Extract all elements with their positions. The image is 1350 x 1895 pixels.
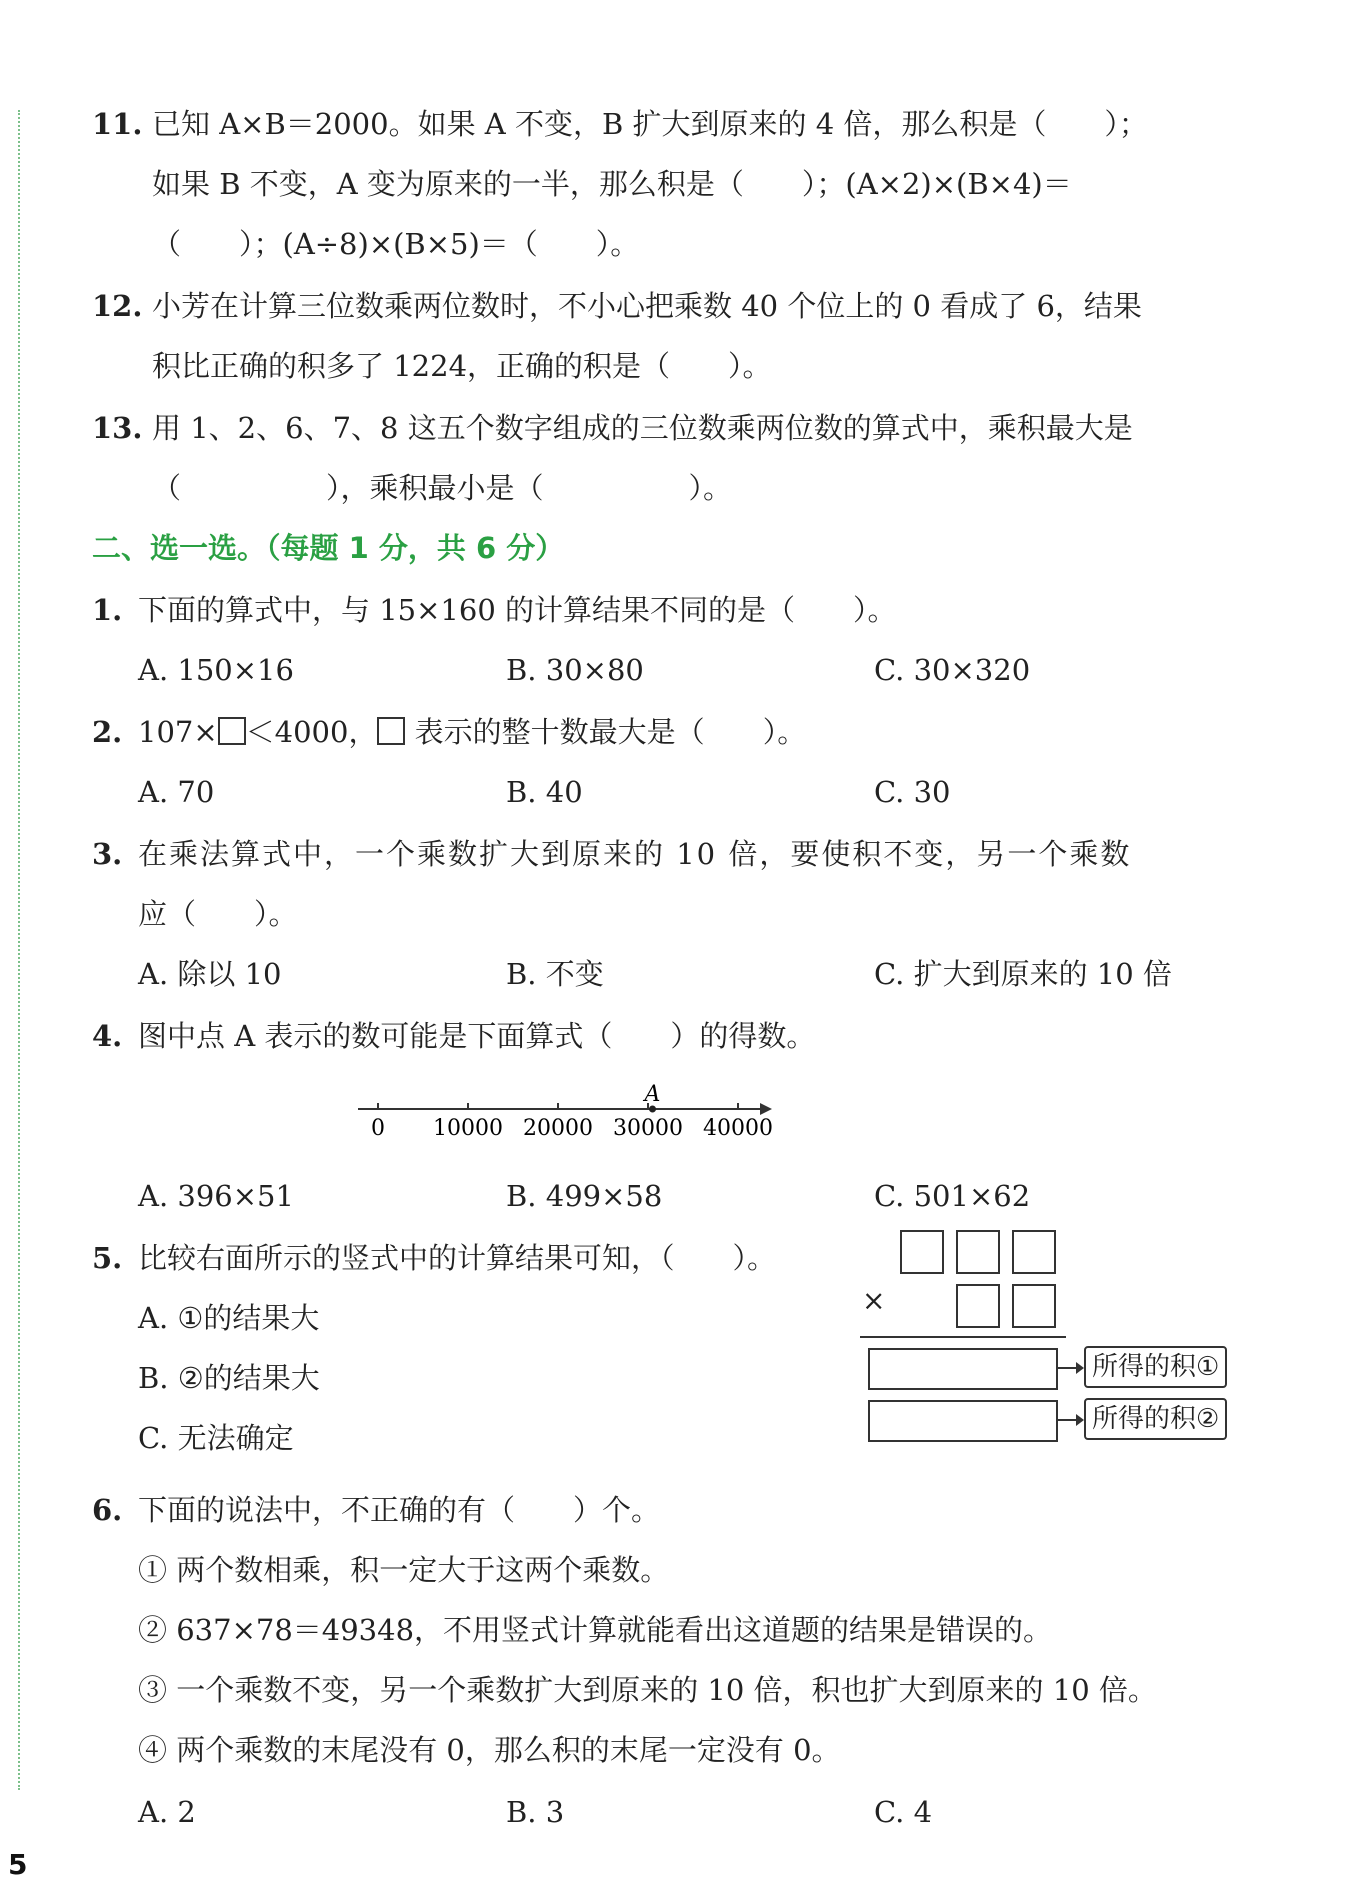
blank-square-icon: [218, 717, 246, 745]
arrow-right-icon: [1056, 1408, 1084, 1432]
choice5-number: 5.: [92, 1241, 123, 1275]
number-line-tick-label: 40000: [703, 1116, 773, 1141]
choice2-text-mid: ＜4000，: [245, 715, 378, 749]
q11-line2: 如果 B 不变，A 变为原来的一半，那么积是（ ）；(A×2)×(B×4)＝: [152, 167, 1072, 201]
choice4-number: 4.: [92, 1019, 123, 1053]
product-box-1: [868, 1348, 1058, 1390]
choice6-option-b: B. 3: [506, 1795, 565, 1829]
choice5-stem: [92, 1240, 776, 1276]
choice3-text1: 在乘法算式中，一个乘数扩大到原来的 10 倍，要使积不变，另一个乘数: [138, 837, 1132, 871]
choice6-stem: [92, 1492, 660, 1528]
choice2-option-b: B. 40: [506, 775, 583, 809]
choice6-statement-3: ③ 一个乘数不变，另一个乘数扩大到原来的 10 倍，积也扩大到原来的 10 倍。: [138, 1673, 1157, 1707]
q13-line1: [92, 410, 1133, 446]
choice1-option-b: B. 30×80: [506, 653, 644, 687]
number-line-tick-label: 10000: [433, 1116, 503, 1141]
arrow-right-icon: [1056, 1356, 1084, 1380]
q11-line1: [92, 106, 1148, 142]
choice3-number: 3.: [92, 837, 123, 871]
choice3-line1: [92, 836, 1131, 872]
section-choose-heading: 二、选一选。（每题 1 分，共 6 分）: [92, 531, 565, 565]
arrow-right-icon: [760, 1103, 772, 1115]
choice6-option-c: C. 4: [874, 1795, 933, 1829]
q12-line2: 积比正确的积多了 1224，正确的积是（ ）。: [152, 349, 772, 383]
choice4-option-b: B. 499×58: [506, 1179, 663, 1213]
choice1-option-c: C. 30×320: [874, 653, 1031, 687]
choice5-option-c: C. 无法确定: [138, 1421, 294, 1455]
choice4-stem: [92, 1018, 815, 1054]
choice4-option-a: A. 396×51: [138, 1179, 294, 1213]
choice2-option-a: A. 70: [138, 775, 215, 809]
number-line-figure: [350, 1075, 950, 1155]
choice3-option-c: C. 扩大到原来的 10 倍: [874, 957, 1172, 991]
choice6-text: 下面的说法中，不正确的有（ ）个。: [138, 1493, 661, 1527]
choice2-text-post: 表示的整十数最大是（ ）。: [405, 715, 807, 749]
choice4-option-c: C. 501×62: [874, 1179, 1031, 1213]
vertical-multiplication-figure: [860, 1220, 1260, 1450]
number-line-tick-label: 20000: [523, 1116, 593, 1141]
choice1-option-a: A. 150×16: [138, 653, 294, 687]
q12-line1: [92, 288, 1142, 324]
number-line-point-label: A: [644, 1082, 661, 1107]
q12-number: 12.: [92, 289, 143, 323]
q11-number: 11.: [92, 107, 143, 141]
choice6-option-a: A. 2: [138, 1795, 196, 1829]
choice5-option-b: B. ②的结果大: [138, 1361, 320, 1395]
product-box-2: [868, 1400, 1058, 1442]
choice1-text: 下面的算式中，与 15×160 的计算结果不同的是（ ）。: [138, 593, 897, 627]
product-label-1: 所得的积①: [1084, 1346, 1227, 1388]
page-number: 5: [8, 1848, 28, 1881]
digit-box: [1012, 1230, 1056, 1274]
choice4-text: 图中点 A 表示的数可能是下面算式（ ）的得数。: [138, 1019, 816, 1053]
q11-text1: 已知 A×B＝2000。如果 A 不变，B 扩大到原来的 4 倍，那么积是（ ）；: [152, 107, 1148, 141]
digit-box: [900, 1230, 944, 1274]
blank-square-icon: [377, 717, 405, 745]
choice6-number: 6.: [92, 1493, 123, 1527]
choice6-statement-1: ① 两个数相乘，积一定大于这两个乘数。: [138, 1553, 670, 1587]
choice1-number: 1.: [92, 593, 123, 627]
q11-line3: （ ）；(A÷8)×(B×5)＝（ ）。: [152, 227, 640, 261]
result-line: [860, 1336, 1066, 1338]
digit-box: [1012, 1284, 1056, 1328]
choice6-statement-4: ④ 两个乘数的末尾没有 0，那么积的末尾一定没有 0。: [138, 1733, 841, 1767]
times-sign: ×: [862, 1284, 886, 1317]
q13-number: 13.: [92, 411, 143, 445]
choice2-number: 2.: [92, 715, 123, 749]
q12-text1: 小芳在计算三位数乘两位数时，不小心把乘数 40 个位上的 0 看成了 6，结果: [152, 289, 1142, 323]
choice3-option-b: B. 不变: [506, 957, 604, 991]
choice2-option-c: C. 30: [874, 775, 951, 809]
choice6-statement-2: ② 637×78＝49348，不用竖式计算就能看出这道题的结果是错误的。: [138, 1613, 1053, 1647]
number-line-tick-label: 0: [371, 1116, 385, 1141]
choice5-option-a: A. ①的结果大: [138, 1301, 320, 1335]
q13-line2: （ ），乘积最小是（ ）。: [152, 471, 733, 505]
product-label-2: 所得的积②: [1084, 1398, 1227, 1440]
q13-text1: 用 1、2、6、7、8 这五个数字组成的三位数乘两位数的算式中，乘积最大是: [152, 411, 1133, 445]
digit-box: [956, 1284, 1000, 1328]
margin-dotted-line: [18, 110, 20, 1790]
choice3-option-a: A. 除以 10: [138, 957, 282, 991]
digit-box: [956, 1230, 1000, 1274]
choice5-text: 比较右面所示的竖式中的计算结果可知，（ ）。: [138, 1241, 777, 1275]
number-line-tick-label: 30000: [613, 1116, 683, 1141]
choice3-line2: 应（ ）。: [138, 897, 298, 931]
choice1-stem: [92, 592, 897, 628]
choice2-text-pre: 107×: [138, 715, 218, 749]
number-line: [358, 1082, 773, 1141]
choice2-stem: [92, 714, 806, 750]
